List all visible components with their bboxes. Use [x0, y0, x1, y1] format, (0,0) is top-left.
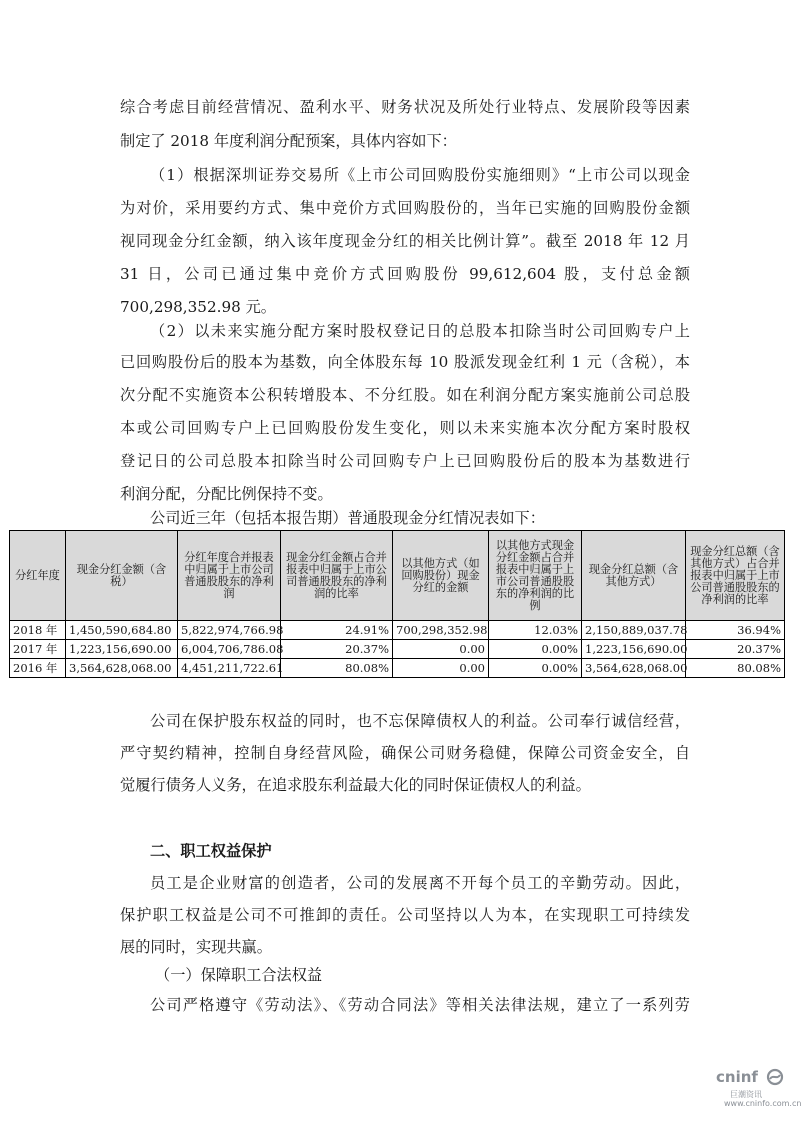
text-line: 31 日，公司已通过集中竞价方式回购股份 99,612,604 股，支付总金额 [120, 265, 690, 283]
cninfo-logo [716, 1068, 801, 1112]
table-cell: 1,223,156,690.00 [582, 640, 686, 659]
header-cell: 分红年度合并报表中归属于上市公司普通股股东的净利润 [178, 531, 281, 621]
text-line: 次分配不实施资本公积转增股本、不分红股。如在利润分配方案实施前公司总股 [120, 386, 690, 404]
header-cell: 现金分红总额（含其他方式） [582, 531, 686, 621]
table-cell: 20.37% [686, 640, 785, 659]
table-cell: 5,822,974,766.98 [178, 621, 281, 640]
cninfo-logo-icon [766, 1068, 784, 1086]
text-line: 700,298,352.98 元。 [120, 298, 276, 316]
table-cell: 3,564,628,068.00 [582, 659, 686, 678]
header-cell: 以其他方式现金分红金额占合并报表中归属于上市公司普通股股东的净利润的比例 [489, 531, 582, 621]
table-row [10, 659, 785, 678]
text-line: 视同现金分红金额，纳入该年度现金分红的相关比例计算”。截至 2018 年 12 月 [120, 232, 690, 250]
table-cell: 6,004,706,786.08 [178, 640, 281, 659]
text-line: 觉履行债务人义务，在追求股东利益最大化的同时保证债权人的利益。 [120, 776, 591, 794]
table-row [10, 640, 785, 659]
table-cell: 80.08% [686, 659, 785, 678]
text-line: 为对价，采用要约方式、集中竞价方式回购股份的，当年已实施的回购股份金额 [120, 199, 690, 217]
text-line: 员工是企业财富的创造者，公司的发展离不开每个员工的辛勤劳动。因此， [150, 874, 690, 892]
text-line: 公司严格遵守《劳动法》、《劳动合同法》等相关法律法规，建立了一系列劳 [150, 996, 690, 1014]
table-cell: 2017 年 [10, 640, 66, 659]
table-caption: 公司近三年（包括本报告期）普通股现金分红情况表如下： [150, 509, 545, 527]
text-line: 已回购股份后的股本为基数，向全体股东每 10 股派发现金红利 1 元（含税），本 [120, 353, 690, 371]
table-cell: 20.37% [281, 640, 393, 659]
table-cell: 0.00% [489, 640, 582, 659]
logo-url: www.cninfo.com.cn [724, 1099, 801, 1108]
text-line: 登记日的公司总股本扣除当时公司回购专户上已回购股份后的股本为基数进行 [120, 452, 690, 470]
text-line: 公司在保护股东权益的同时，也不忘保障债权人的利益。公司奉行诚信经营， [150, 712, 690, 730]
logo-subtitle: 巨潮资讯 [730, 1090, 762, 1099]
table-cell: 2,150,889,037.78 [582, 621, 686, 640]
subsection-heading: （一）保障职工合法权益 [155, 966, 323, 984]
table-cell: 24.91% [281, 621, 393, 640]
table-header-row [10, 531, 785, 621]
text-line: 制定了 2018 年度利润分配预案，具体内容如下： [120, 132, 457, 150]
header-cell: 现金分红金额（含税） [66, 531, 178, 621]
table-cell: 36.94% [686, 621, 785, 640]
dividend-table [9, 530, 785, 678]
header-cell: 现金分红金额占合并报表中归属于上市公司普通股股东的净利润的比率 [281, 531, 393, 621]
table-cell: 2016 年 [10, 659, 66, 678]
table-cell: 80.08% [281, 659, 393, 678]
text-line: 严守契约精神，控制自身经营风险，确保公司财务稳健，保障公司资金安全，自 [120, 744, 690, 762]
text-line: （2）以未来实施分配方案时股权登记日的总股本扣除当时公司回购专户上 [150, 322, 690, 340]
text-line: （1）根据深圳证券交易所《上市公司回购股份实施细则》“上市公司以现金 [150, 166, 690, 184]
table-cell: 1,450,590,684.80 [66, 621, 178, 640]
text-line: 综合考虑目前经营情况、盈利水平、财务状况及所处行业特点、发展阶段等因素 [120, 98, 690, 116]
header-cell: 分红年度 [10, 531, 66, 621]
text-line: 利润分配，分配比例保持不变。 [120, 485, 333, 503]
table-row [10, 621, 785, 640]
header-cell: 以其他方式（如回购股份）现金分红的金额 [393, 531, 489, 621]
text-line: 展的同时，实现共赢。 [120, 938, 272, 956]
table-cell: 2018 年 [10, 621, 66, 640]
table-cell: 0.00 [393, 640, 489, 659]
table-cell: 4,451,211,722.61 [178, 659, 281, 678]
table-cell: 0.00% [489, 659, 582, 678]
table-cell: 1,223,156,690.00 [66, 640, 178, 659]
table-cell: 700,298,352.98 [393, 621, 489, 640]
logo-brand-text: cninf [716, 1068, 758, 1086]
table-cell: 3,564,628,068.00 [66, 659, 178, 678]
header-cell: 现金分红总额（含其他方式）占合并报表中归属于上市公司普通股股东的净利润的比率 [686, 531, 785, 621]
text-line: 本或公司回购专户上已回购股份发生变化，则以未来实施本次分配方案时股权 [120, 419, 690, 437]
section-heading: 二、职工权益保护 [150, 842, 272, 860]
text-line: 保护职工权益是公司不可推卸的责任。公司坚持以人为本，在实现职工可持续发 [120, 906, 690, 924]
table-cell: 12.03% [489, 621, 582, 640]
table-cell: 0.00 [393, 659, 489, 678]
